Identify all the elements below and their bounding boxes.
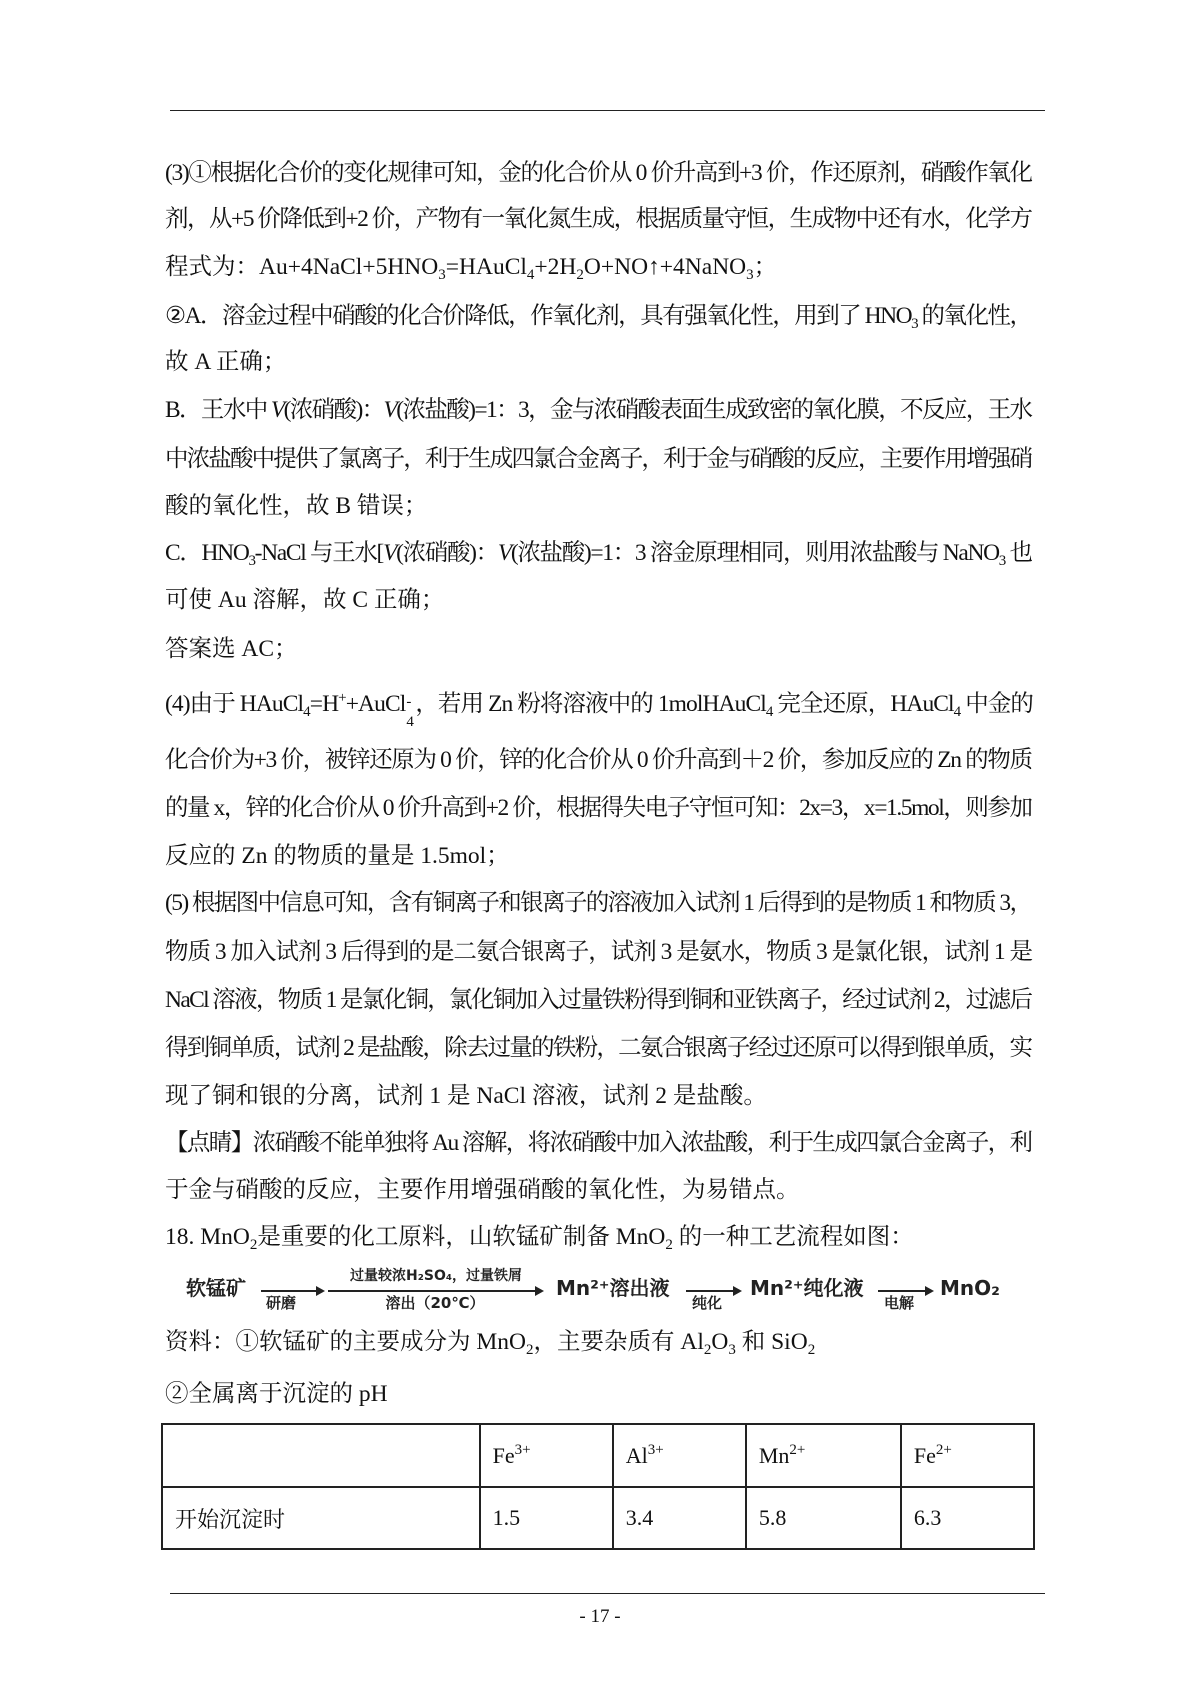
text-run: 开始沉淀时 xyxy=(175,1506,286,1532)
table-header-cell xyxy=(480,1424,613,1487)
text-run: 完全还原，HAuCl xyxy=(772,691,954,717)
table-header-row xyxy=(162,1424,1034,1487)
text-run: 是重要的化工原料，山软锰矿制备 MnO xyxy=(257,1224,666,1250)
text-run: 的量 x，锌的化合价从 0 价升高到+2 价，根据得失电子守恒可知：2x=3，x=1.5mol，则参加 xyxy=(165,795,1032,821)
text-line xyxy=(165,1128,1031,1158)
text-run: ，主要杂质有 Al xyxy=(533,1329,704,1355)
text-run: (浓硝酸)： xyxy=(283,397,384,423)
text-line xyxy=(165,491,427,521)
italic-variable: V xyxy=(497,540,511,566)
flow-start: 软锰矿 xyxy=(186,1276,246,1300)
flow-end: MnO₂ xyxy=(940,1276,1000,1300)
subscript: 2 xyxy=(665,1237,673,1253)
text-run: (5) 根据图中信息可知，含有铜离子和银离子的溶液加入试剂 1 后得到的是物质 1 和物质 3， xyxy=(165,890,1032,916)
text-run: 得到铜单质，试剂 2 是盐酸，除去过量的铁粉，二氨合银离子经过还原可以得到银单质，实 xyxy=(165,1035,1032,1061)
text-run: ，若用 Zn 粉将溶液中的 1molHAuCl xyxy=(415,691,766,717)
text-line xyxy=(165,689,1033,730)
flow-arrow-1 xyxy=(261,1290,323,1292)
flow-arrow-4 xyxy=(878,1290,932,1292)
text-line xyxy=(165,158,1032,188)
text-line xyxy=(165,585,444,615)
precipitation-ph-table xyxy=(161,1423,1035,1550)
text-run: Fe xyxy=(492,1442,515,1468)
superscript: - xyxy=(406,694,411,710)
text-line xyxy=(165,745,1032,775)
subscript: 4 xyxy=(526,267,535,283)
sub-superscript xyxy=(405,694,415,730)
flow-product-1: Mn²⁺溶出液 xyxy=(556,1276,670,1300)
superscript: + xyxy=(338,690,346,706)
subscript: 4 xyxy=(953,704,961,720)
text-run: 化合价为+3 价，被锌还原为 0 价，锌的化合价从 0 价升高到＋2 价，参加反应的 Zn 的物质 xyxy=(165,747,1032,773)
subscript: 3 xyxy=(998,553,1005,569)
text-line xyxy=(165,204,1032,234)
text-run: 现了铜和银的分离，试剂 1 是 NaCl 溶液，试剂 2 是盐酸。 xyxy=(165,1083,767,1109)
text-run: (浓盐酸)=1：3，金与浓硝酸表面生成致密的氧化膜，不反应，王水 xyxy=(396,397,1032,423)
text-line xyxy=(165,1175,800,1205)
flow-step2-below-label: 溶出（20℃） xyxy=(385,1294,485,1312)
text-line xyxy=(165,538,1032,568)
text-line xyxy=(165,985,1031,1015)
superscript: 2+ xyxy=(935,1441,952,1458)
subscript: 2 xyxy=(526,1342,534,1358)
text-run: 18. MnO xyxy=(165,1224,250,1250)
subscript: 2 xyxy=(576,267,584,283)
subscript: 2 xyxy=(703,1342,712,1358)
page-number: - 17 - xyxy=(579,1606,621,1627)
text-run: (浓硝酸)： xyxy=(396,540,498,566)
text-run: Al xyxy=(625,1442,648,1468)
text-run: 6.3 xyxy=(913,1505,942,1530)
header-rule xyxy=(170,110,1045,111)
flow-step4-label: 电解 xyxy=(884,1294,915,1312)
table-cell xyxy=(901,1487,1034,1549)
flow-product-2: Mn²⁺纯化液 xyxy=(750,1276,864,1300)
table-cell xyxy=(480,1487,613,1549)
flow-step1-label: 研磨 xyxy=(266,1294,297,1312)
footer-rule xyxy=(170,1593,1045,1594)
text-run: 中金的 xyxy=(960,691,1033,717)
text-run: 和 SiO xyxy=(735,1329,808,1355)
subscript: 3 xyxy=(746,267,754,283)
text-run: Mn xyxy=(758,1442,790,1468)
text-line xyxy=(165,841,510,871)
flow-arrow-3 xyxy=(686,1290,740,1292)
text-line xyxy=(165,1081,767,1111)
text-line xyxy=(165,793,1032,823)
text-run: 的一种工艺流程如图： xyxy=(672,1224,914,1250)
text-run: B．王水中 xyxy=(165,397,271,423)
italic-variable: V xyxy=(270,397,284,423)
text-run: -NaCl 与王水[ xyxy=(254,540,384,566)
table-header-cell xyxy=(613,1424,746,1487)
table-row xyxy=(162,1487,1034,1549)
text-run: 中浓盐酸中提供了氯离子，利于生成四氯合金离子，利于金与硝酸的反应，主要作用增强硝 xyxy=(165,446,1032,472)
superscript: 2+ xyxy=(789,1441,806,1458)
table-header-cell xyxy=(901,1424,1034,1487)
text-run: ②全属离于沉淀的 pH xyxy=(165,1381,388,1407)
text-run: 剂，从+5 价降低到+2 价，产物有一氧化氮生成，根据质量守恒，生成物中还有水，化学方 xyxy=(165,206,1032,232)
text-line xyxy=(165,1222,914,1252)
subscript: 4 xyxy=(406,714,413,730)
text-run: 程式为：Au+4NaCl+5HNO xyxy=(165,254,439,280)
subscript: 3 xyxy=(438,267,446,283)
text-line xyxy=(165,1379,388,1409)
text-run: 1.5 xyxy=(492,1505,521,1530)
table-cell xyxy=(746,1487,901,1549)
text-run: Fe xyxy=(913,1442,936,1468)
text-run: O xyxy=(711,1329,729,1355)
superscript: 3+ xyxy=(647,1441,664,1458)
flow-arrow-2 xyxy=(328,1290,542,1292)
subscript: 3 xyxy=(248,553,255,569)
text-run: (3)①根据化合价的变化规律可知，金的化合价从 0 价升高到+3 价，作还原剂，硝酸作氧化 xyxy=(165,160,1032,186)
text-run: 于金与硝酸的反应，主要作用增强硝酸的氧化性，为易错点。 xyxy=(165,1177,800,1203)
text-run: 酸的氧化性，故 B 错误； xyxy=(165,493,428,519)
subscript: 2 xyxy=(249,1237,258,1253)
text-run: 反应的 Zn 的物质的量是 1.5mol； xyxy=(165,843,510,869)
text-run: 答案选 AC； xyxy=(165,636,298,662)
text-line xyxy=(165,395,1031,425)
text-line xyxy=(165,301,1032,331)
text-line xyxy=(165,444,1031,474)
text-run: +2H xyxy=(534,254,577,280)
text-line xyxy=(165,634,298,664)
superscript: 3+ xyxy=(514,1441,531,1458)
text-run: +AuCl xyxy=(345,691,406,717)
text-run: 的氧化性， xyxy=(917,303,1032,329)
subscript: 3 xyxy=(728,1342,736,1358)
text-run: 【点睛】浓硝酸不能单独将 Au 溶解，将浓硝酸中加入浓盐酸，利于生成四氯合金离子，利 xyxy=(165,1130,1032,1156)
text-run: 资料：①软锰矿的主要成分为 MnO xyxy=(165,1329,526,1355)
text-run: 也 xyxy=(1004,540,1032,566)
text-run: =HAuCl xyxy=(445,254,527,280)
text-run: (4)由于 HAuCl xyxy=(165,691,304,717)
text-line xyxy=(165,1327,815,1357)
italic-variable: V xyxy=(383,540,397,566)
subscript: 4 xyxy=(303,704,310,720)
subscript: 4 xyxy=(765,704,773,720)
text-run: 5.8 xyxy=(758,1505,787,1530)
text-run: =H xyxy=(309,691,339,717)
text-run: ； xyxy=(753,254,778,280)
text-run: (浓盐酸)=1：3 溶金原理相同，则用浓盐酸与 NaNO xyxy=(510,540,999,566)
text-line xyxy=(165,937,1032,967)
text-line xyxy=(165,252,777,282)
text-run: O+NO↑+4NaNO xyxy=(583,254,747,280)
process-flow-diagram xyxy=(0,1262,1200,1322)
text-line xyxy=(165,1033,1031,1063)
subscript: 3 xyxy=(911,316,918,332)
text-run: 3.4 xyxy=(625,1505,654,1530)
text-run: 可使 Au 溶解，故 C 正确； xyxy=(165,587,445,613)
flow-step2-above-label: 过量较浓H₂SO₄，过量铁屑 xyxy=(350,1268,522,1284)
subscript: 2 xyxy=(807,1342,816,1358)
table-cell xyxy=(162,1487,480,1549)
text-run: NaCl 溶液，物质 1 是氯化铜，氯化铜加入过量铁粉得到铜和亚铁离子，经过试剂 2，过滤后 xyxy=(165,987,1032,1013)
italic-variable: V xyxy=(383,397,397,423)
text-run: C．HNO xyxy=(165,540,249,566)
text-run: ②A．溶金过程中硝酸的化合价降低，作氧化剂，具有强氧化性，用到了 HNO xyxy=(165,303,912,329)
table-header-cell xyxy=(746,1424,901,1487)
table-header-cell xyxy=(162,1424,480,1487)
flow-step3-label: 纯化 xyxy=(692,1294,723,1312)
text-run: 物质 3 加入试剂 3 后得到的是二氨合银离子，试剂 3 是氨水，物质 3 是氯化银，试剂 1 是 xyxy=(165,939,1033,965)
text-line xyxy=(165,347,286,377)
text-run: 故 A 正确； xyxy=(165,349,287,375)
table-cell xyxy=(613,1487,746,1549)
text-line xyxy=(165,888,1031,918)
